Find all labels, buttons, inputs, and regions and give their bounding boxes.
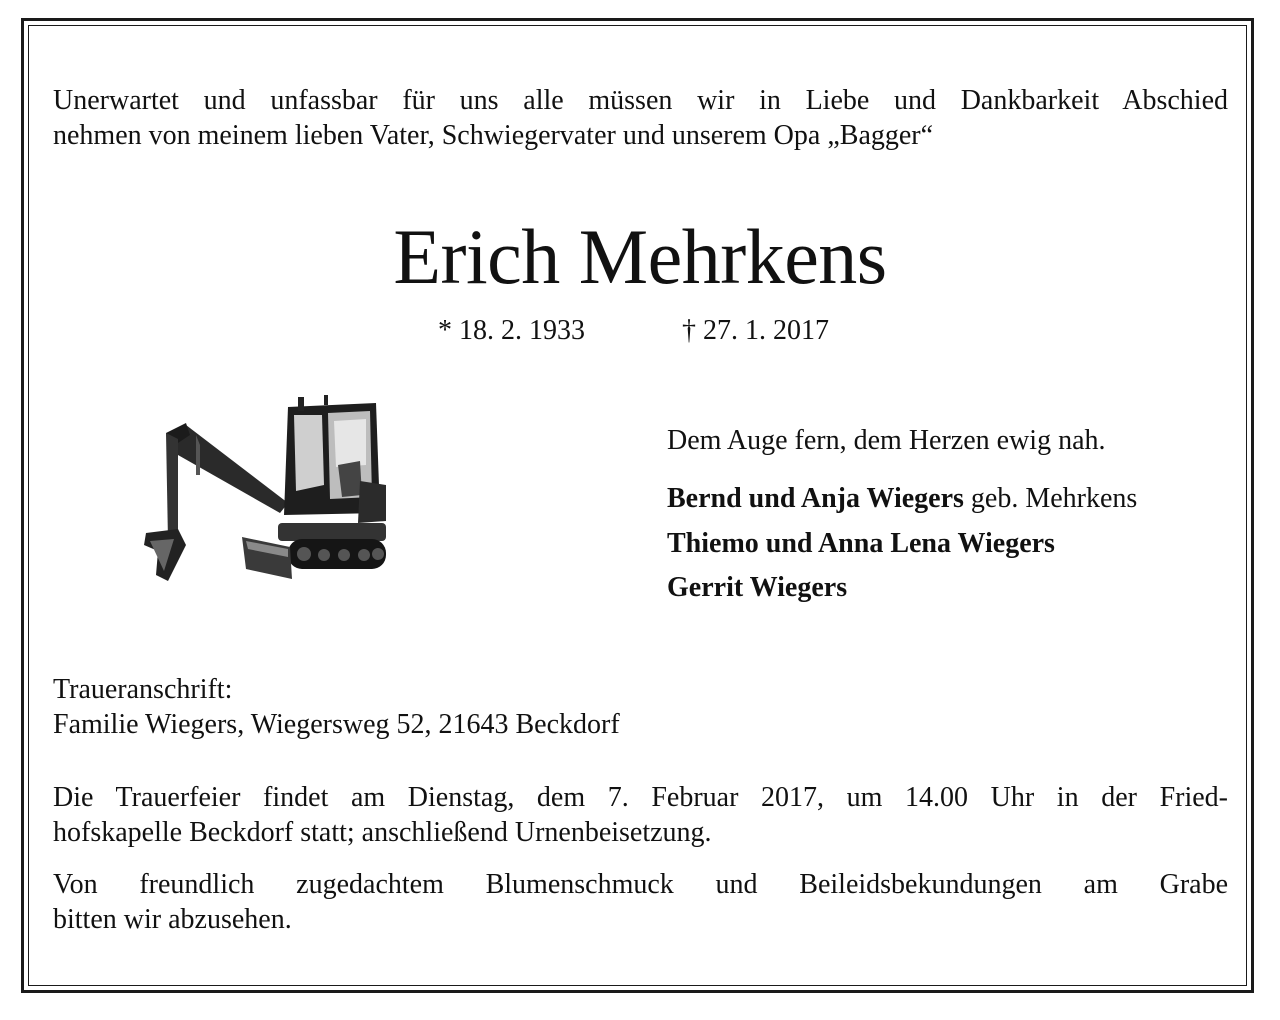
flowers-text [53, 867, 1228, 937]
death-date: † 27. 1. 2017 [682, 315, 829, 346]
excavator-icon [138, 395, 388, 585]
birth-date: * 18. 2. 1933 [438, 315, 585, 346]
intro-line-1: Unerwartet und unfassbar für uns alle müssen wir in Liebe und Dankbarkeit Abschied [53, 85, 1228, 116]
service-line-1: Die Trauerfeier findet am Dienstag, dem 7. Februar 2017, um 14.00 Uhr in der Fried- [53, 782, 1228, 813]
flowers-line-1: Von freundlich zugedachtem Blumenschmuck und Beileidsbekundungen am Grabe [53, 869, 1228, 900]
intro-line-2: nehmen von meinem lieben Vater, Schwiegervater und unserem Opa „Bagger“ [53, 120, 934, 151]
address-label: Traueranschrift: [53, 674, 233, 705]
service-text [53, 780, 1228, 850]
mourner-family-3: Gerrit Wiegers [667, 572, 848, 603]
address-value: Familie Wiegers, Wiegersweg 52, 21643 Beckdorf [53, 709, 620, 740]
memorial-quote: Dem Auge fern, dem Herzen ewig nah. [667, 425, 1106, 456]
mourner-family-1 [667, 481, 1137, 517]
service-line-2: hofskapelle Beckdorf statt; anschließend Urnenbeisetzung. [53, 817, 712, 848]
flowers-line-2: bitten wir abzusehen. [53, 904, 292, 935]
deceased-name: Erich Mehrkens [393, 213, 887, 300]
mourner-family-2: Thiemo und Anna Lena Wiegers [667, 528, 1055, 559]
mourner-family-1-name: Bernd und Anja Wiegers [667, 483, 964, 514]
intro-text [53, 83, 1228, 153]
mourner-family-1-suffix: geb. Mehrkens [963, 483, 1138, 514]
